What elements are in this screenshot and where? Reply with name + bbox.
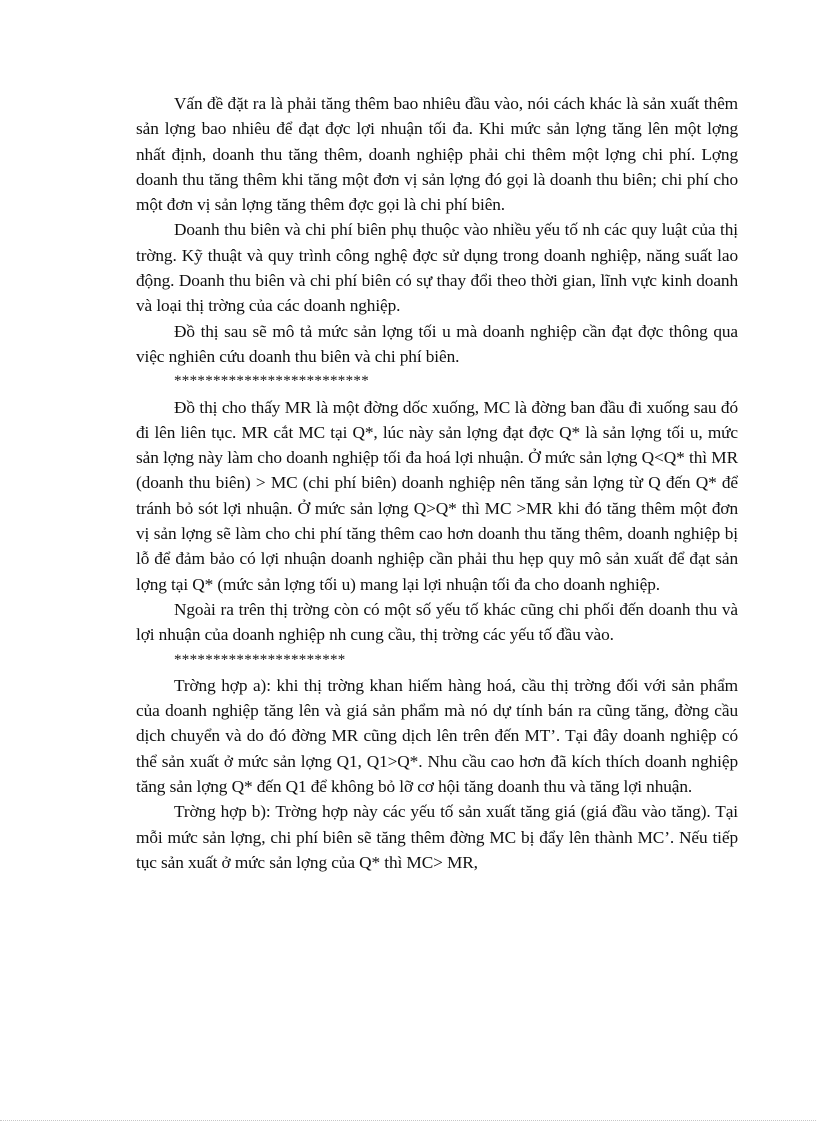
paragraph: Trờng hợp a): khi thị trờng khan hiếm hàng hoá, cầu thị trờng đối với sản phẩm của doanh nghiệp tăng lên và giá sản phẩm mà nó dự tính bán ra cũng tăng, đờng cầu dịch chuyển và do đó đờng MR cũng dịch lên trên đến MT’. Tại đây doanh nghiệp có thể sản xuất ở mức sản lợng Q1, Q1>Q*. Nhu cầu cao hơn đã kích thích doanh nghiệp tăng sản lợng Q* đến Q1 để không bỏ lỡ cơ hội tăng doanh thu và tăng lợi nhuận. — [136, 675, 738, 797]
paragraph: Doanh thu biên và chi phí biên phụ thuộc vào nhiều yếu tố nh các quy luật của thị trờng. Kỹ thuật và quy trình công nghệ đợc sử dụng trong doanh nghiệp, năng suất lao động. Doanh thu biên và chi phí biên có sự thay đổi theo thời gian, lĩnh vực kinh doanh và loại thị trờng của các doanh nghiệp. — [136, 220, 738, 316]
paragraph: Ngoài ra trên thị trờng còn có một số yếu tố khác cũng chi phối đến doanh thu và lợi nhuận của doanh nghiệp nh cung cầu, thị trờng các yếu tố đầu vào. — [136, 599, 738, 645]
paragraph: Trờng hợp b): Trờng hợp này các yếu tố sản xuất tăng giá (giá đầu vào tăng). Tại mỗi mức sản lợng, chi phí biên sẽ tăng thêm đờng MC bị đẩy lên thành MC’. Nếu tiếp tục sản xuất ở mức sản lợng của Q* thì MC> MR, — [136, 802, 738, 872]
page-bottom-dotted-rule — [0, 1120, 816, 1121]
paragraph: Đồ thị sau sẽ mô tả mức sản lợng tối u mà doanh nghiệp cần đạt đợc thông qua việc nghiên cứu doanh thu biên và chi phí biên. — [136, 321, 738, 366]
document-body — [136, 91, 738, 875]
figure-placeholder-separator: ********************** — [174, 651, 346, 668]
figure-placeholder-separator: ************************* — [174, 373, 369, 390]
paragraph: Vấn đề đặt ra là phải tăng thêm bao nhiêu đầu vào, nói cách khác là sản xuất thêm sản lợng bao nhiêu để đạt đợc lợi nhuận tối đa. Khi mức sản lợng tăng lên một lợng nhất định, doanh thu tăng thêm, doanh nghiệp phải chi thêm một lợng chi phí. Lợng doanh thu tăng thêm khi tăng một đơn vị sản lợng đó gọi là doanh thu biên; chi phí cho một đơn vị sản lợng tăng thêm đợc gọi là chi phí biên. — [136, 94, 738, 215]
paragraph: Đồ thị cho thấy MR là một đờng dốc xuống, MC là đờng ban đầu đi xuống sau đó đi lên liên tục. MR cắt MC tại Q*, lúc này sản lợng đạt đợc Q* là sản lợng tối u, mức sản lợng này làm cho doanh nghiệp tối đa hoá lợi nhuận. Ở mức sản lợng Q<Q* thì MR (doanh thu biên) > MC (chi phí biên) doanh nghiệp nên tăng sản lợng từ Q đến Q* để tránh bỏ sót lợi nhuận. Ở mức sản lợng Q>Q* thì MC >MR khi đó tăng thêm một đơn vị sản lợng sẽ làm cho chi phí tăng thêm cao hơn doanh thu tăng thêm, doanh nghiệp bị lỗ để đảm bảo có lợi nhuận doanh nghiệp cần phải thu hẹp quy mô sản xuất để đạt sản lợng tại Q* (mức sản lợng tối u) mang lại lợi nhuận tối đa cho doanh nghiệp. — [136, 397, 738, 594]
